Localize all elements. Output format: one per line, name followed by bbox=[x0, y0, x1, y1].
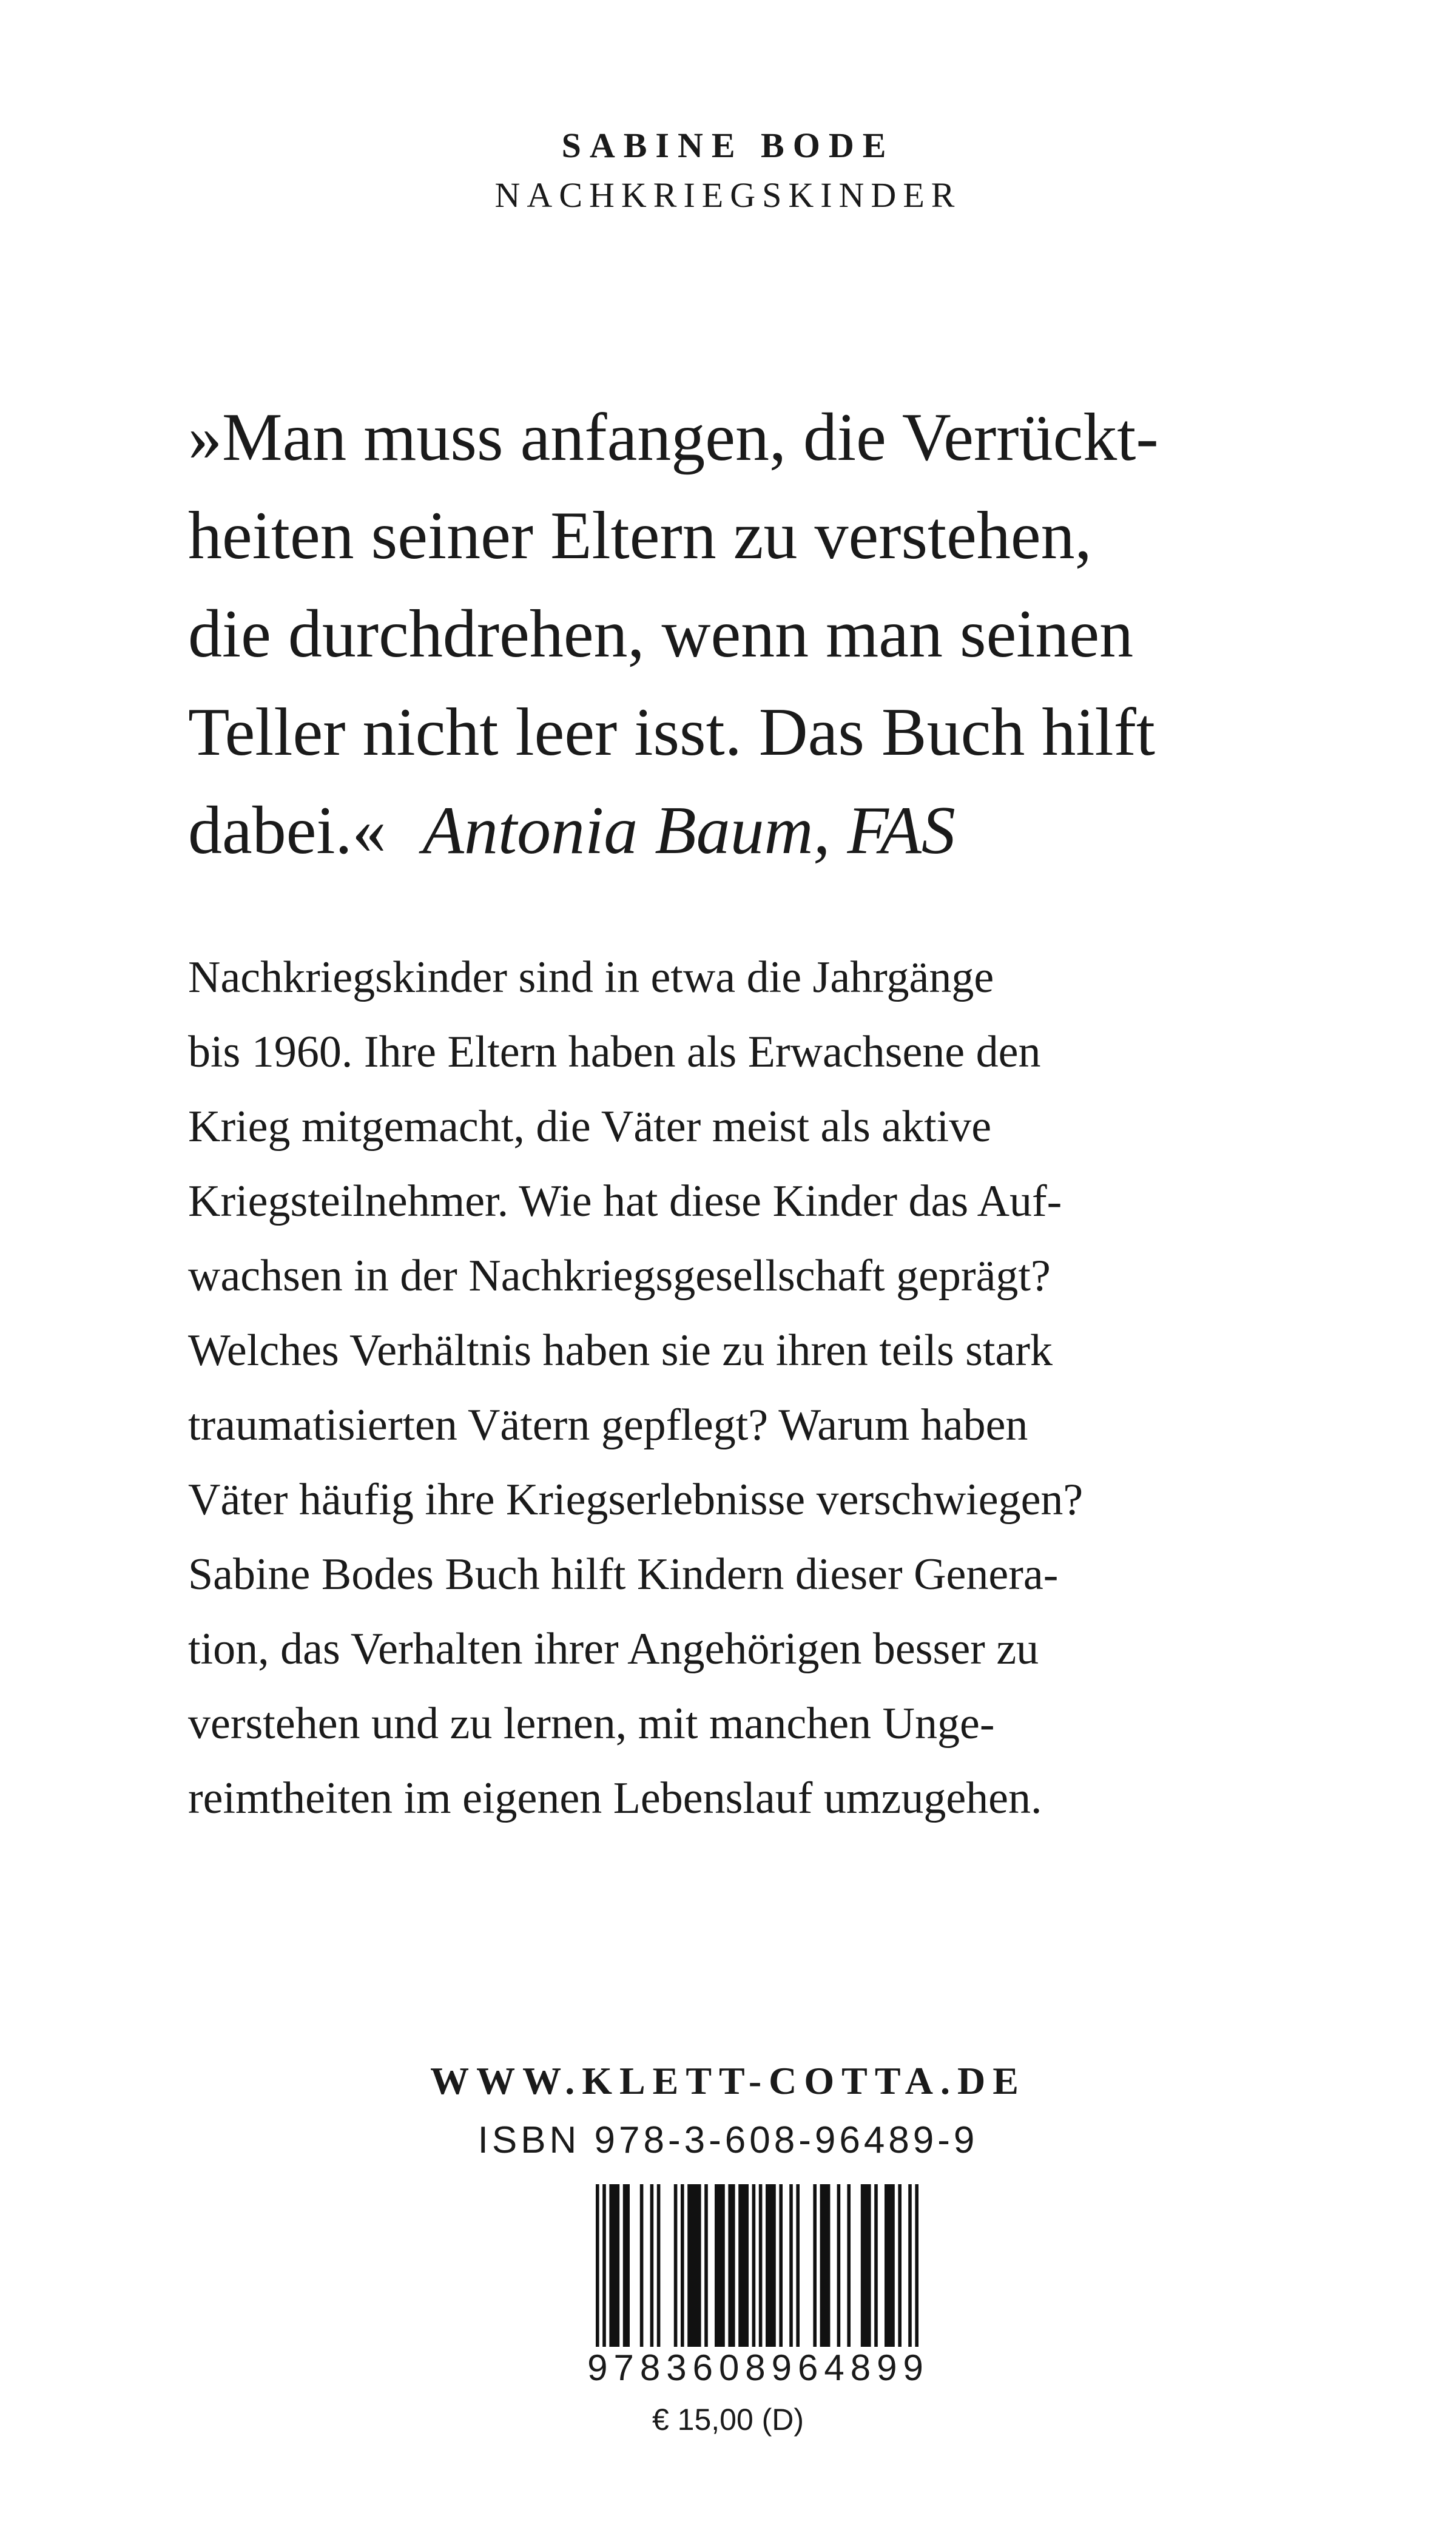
barcode-bar bbox=[789, 2184, 793, 2347]
barcode-bar bbox=[687, 2184, 701, 2347]
quote-attribution: Antonia Baum, FAS bbox=[422, 793, 956, 868]
price-label: € 15,00 (D) bbox=[652, 2403, 804, 2437]
barcode-bar bbox=[779, 2184, 783, 2347]
quote-last-line bbox=[188, 781, 1329, 880]
description-line: verstehen und zu lernen, mit manchen Unge- bbox=[188, 1699, 995, 1749]
quote-line: »Man muss anfangen, die Verrückt- bbox=[188, 400, 1159, 475]
barcode-bar bbox=[796, 2184, 800, 2347]
barcode-bar bbox=[813, 2184, 817, 2347]
barcode-number: 9783608964899 bbox=[564, 2347, 952, 2389]
barcode-bar bbox=[898, 2184, 902, 2347]
barcode-bar bbox=[752, 2184, 756, 2366]
description-line: Kriegsteilnehmer. Wie hat diese Kinder das Auf- bbox=[188, 1176, 1062, 1226]
description-line: reimtheiten im eigenen Lebenslauf umzugehen. bbox=[188, 1773, 1042, 1823]
barcode-bar bbox=[738, 2184, 749, 2347]
isbn-text: ISBN 978-3-608-96489-9 bbox=[477, 2119, 979, 2161]
description-line: Sabine Bodes Buch hilft Kindern dieser Genera- bbox=[188, 1550, 1059, 1599]
description-line: Krieg mitgemacht, die Väter meist als aktive bbox=[188, 1102, 992, 1152]
barcode-bar bbox=[766, 2184, 776, 2347]
barcode-bar bbox=[861, 2184, 871, 2347]
barcode-bar bbox=[602, 2184, 606, 2366]
barcode-bar bbox=[623, 2184, 630, 2347]
description-line: Welches Verhältnis haben sie zu ihren teils stark bbox=[188, 1326, 1053, 1375]
author-name: SABINE BODE bbox=[561, 126, 895, 165]
barcode-bar bbox=[728, 2184, 735, 2347]
barcode-bar bbox=[759, 2184, 763, 2366]
cover-header bbox=[0, 121, 1456, 221]
quote-end-text: dabei.« bbox=[188, 793, 386, 868]
barcode-bar bbox=[704, 2184, 708, 2347]
description-line: traumatisierten Vätern gepflegt? Warum haben bbox=[188, 1400, 1028, 1450]
description-line: Nachkriegskinder sind in etwa die Jahrgänge bbox=[188, 953, 994, 1002]
barcode-bar bbox=[640, 2184, 644, 2347]
description-line: wachsen in der Nachkriegsgesellschaft geprägt? bbox=[188, 1251, 1051, 1301]
quote-line: heiten seiner Eltern zu verstehen, bbox=[188, 498, 1092, 573]
description-line: tion, das Verhalten ihrer Angehörigen besser zu bbox=[188, 1624, 1039, 1674]
barcode-bar bbox=[715, 2184, 725, 2347]
barcode-bar bbox=[674, 2184, 678, 2347]
barcode-bar bbox=[908, 2184, 912, 2366]
quote-line: Teller nicht leer isst. Das Buch hilft bbox=[188, 695, 1155, 770]
barcode-bar bbox=[820, 2184, 831, 2347]
barcode-bar bbox=[681, 2184, 684, 2347]
barcode-bar bbox=[596, 2184, 599, 2366]
quote-line: die durchdrehen, wenn man seinen bbox=[188, 596, 1134, 672]
book-description bbox=[188, 940, 1292, 1836]
barcode-bar bbox=[915, 2184, 918, 2366]
review-quote bbox=[188, 388, 1329, 880]
barcode-bar bbox=[657, 2184, 661, 2347]
barcode-bar bbox=[609, 2184, 619, 2347]
barcode-bar bbox=[847, 2184, 851, 2347]
description-line: Väter häufig ihre Kriegserlebnisse verschwiegen? bbox=[188, 1475, 1084, 1525]
book-title: NACHKRIEGSKINDER bbox=[494, 175, 962, 215]
barcode-bar bbox=[885, 2184, 895, 2347]
barcode-bar bbox=[650, 2184, 654, 2347]
barcode-bar bbox=[874, 2184, 878, 2347]
barcode-bar bbox=[837, 2184, 841, 2347]
description-line: bis 1960. Ihre Eltern haben als Erwachsene den bbox=[188, 1027, 1041, 1077]
publisher-website: WWW.KLETT-COTTA.DE bbox=[430, 2059, 1026, 2102]
